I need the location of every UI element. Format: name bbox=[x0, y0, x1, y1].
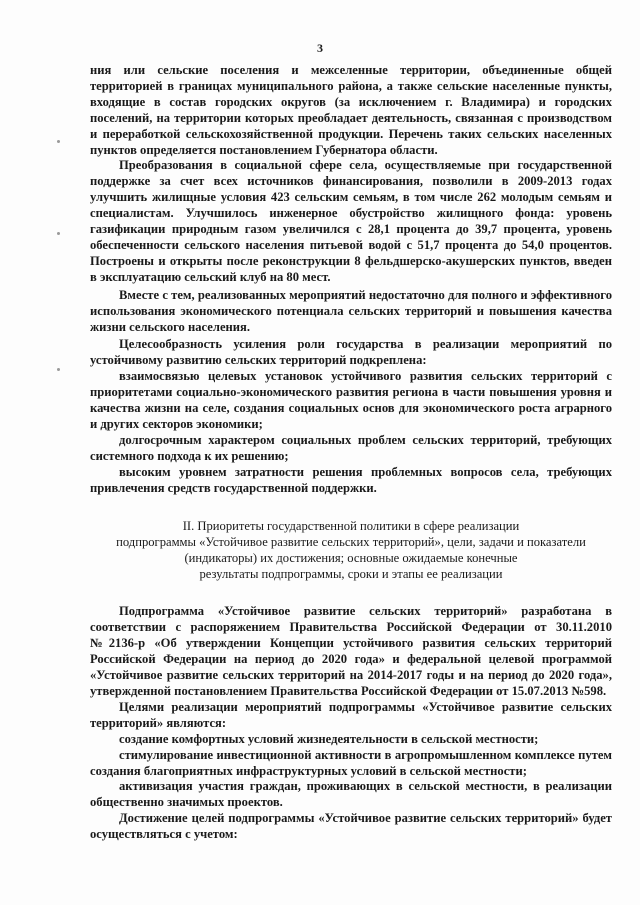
paragraph-subprogram-basis: Подпрограмма «Устойчивое развитие сельских территорий» разработана в соответствии с распоряжением Правительства Российской Федерации от 30.11.2010 №2136-р «Об утверждении Концепции устойчивого развития сельских территорий Российской Федерации на период до 2020 года» и федеральной целевой программой «Устойчивое развитие сельских территорий на 2014-2017 годы и на период до 2020 года», утвержденной постановлением Правительства Российской Федерации от 15.07.2013 №598. bbox=[90, 604, 612, 698]
paragraph-list-item: взаимосвязью целевых установок устойчивого развития сельских территорий с приоритетами социально-экономического развития региона в части повышения уровня и качества жизни на селе, создания социальных основ для экономического роста аграрного и других секторов экономики; bbox=[90, 369, 612, 431]
page-number: 3 bbox=[317, 41, 323, 55]
section-heading-line: (индикаторы) их достижения; основные ожидаемые конечные bbox=[184, 551, 518, 566]
section-heading bbox=[90, 518, 612, 582]
paragraph-social-sphere: Преобразования в социальной сфере села, осуществляемые при государственной поддержке за счет всех источников финансирования, позволили в 2009-2013 годах улучшить жилищные условия 423 сельским семьям, в том числе 262 молодым семьям и специалистам. Улучшилось инженерное обустройство жилищного фонда: уровень газификации природным газом увеличился с 28,1 процента до 39,7 процента, уровень обеспеченности сельского населения питьевой водой с 51,7 процента до 54,0 процентов. Построены и открыты после реконструкции 8 фельдшерско-акушерских пунктов, введен в эксплуатацию сельский клуб на 80 мест. bbox=[90, 158, 612, 284]
paragraph-list-item: высоким уровнем затратности решения проблемных вопросов села, требующих привлечения средств государственной поддержки. bbox=[90, 464, 612, 495]
scan-speck bbox=[57, 232, 60, 235]
paragraph-list-item: долгосрочным характером социальных проблем сельских территорий, требующих системного подхода к их решению; bbox=[90, 432, 612, 463]
paragraph-goals-intro: Целями реализации мероприятий подпрограммы «Устойчивое развитие сельских территорий» являются: bbox=[90, 699, 612, 730]
paragraph-goal-item: создание комфортных условий жизнедеятельности в сельской местности; bbox=[119, 731, 539, 746]
section-heading-line: подпрограммы «Устойчивое развитие сельских территорий», цели, задачи и показатели bbox=[116, 535, 586, 550]
scan-speck bbox=[57, 140, 60, 143]
paragraph-insufficient-measures: Вместе с тем, реализованных мероприятий недостаточно для полного и эффективного использования экономического потенциала сельских территорий и повышения качества жизни сельского населения. bbox=[90, 287, 612, 334]
paragraph-state-role: Целесообразность усиления роли государства в реализации мероприятий по устойчивому развитию сельских территорий подкреплена: bbox=[90, 337, 612, 368]
paragraph-achievement: Достижение целей подпрограммы «Устойчивое развитие сельских территорий» будет осуществляться с учетом: bbox=[90, 811, 612, 842]
section-heading-line: результаты подпрограммы, сроки и этапы ее реализации bbox=[199, 567, 503, 582]
paragraph-continuation: ния или сельские поселения и межселенные территории, объединенные общей территорией в границах муниципального района, а также сельские населенные пункты, входящие в состав городских округов (за исключением г. Владимира) и городских поселений, на территории которых преобладает деятельность, связанная с производством и переработкой сельскохозяйственной продукции. Перечень таких сельских населенных пунктов определяется постановлением Губернатора области. bbox=[90, 63, 612, 157]
section-heading-line: II. Приоритеты государственной политики в сфере реализации bbox=[182, 519, 520, 534]
document-body bbox=[90, 63, 612, 843]
scan-speck bbox=[57, 368, 60, 371]
paragraph-goal-item: активизация участия граждан, проживающих в сельской местности, в реализации общественно значимых проектов. bbox=[90, 779, 612, 810]
paragraph-goal-item: стимулирование инвестиционной активности в агропромышленном комплексе путем создания благоприятных инфраструктурных условий в сельской местности; bbox=[90, 747, 612, 778]
